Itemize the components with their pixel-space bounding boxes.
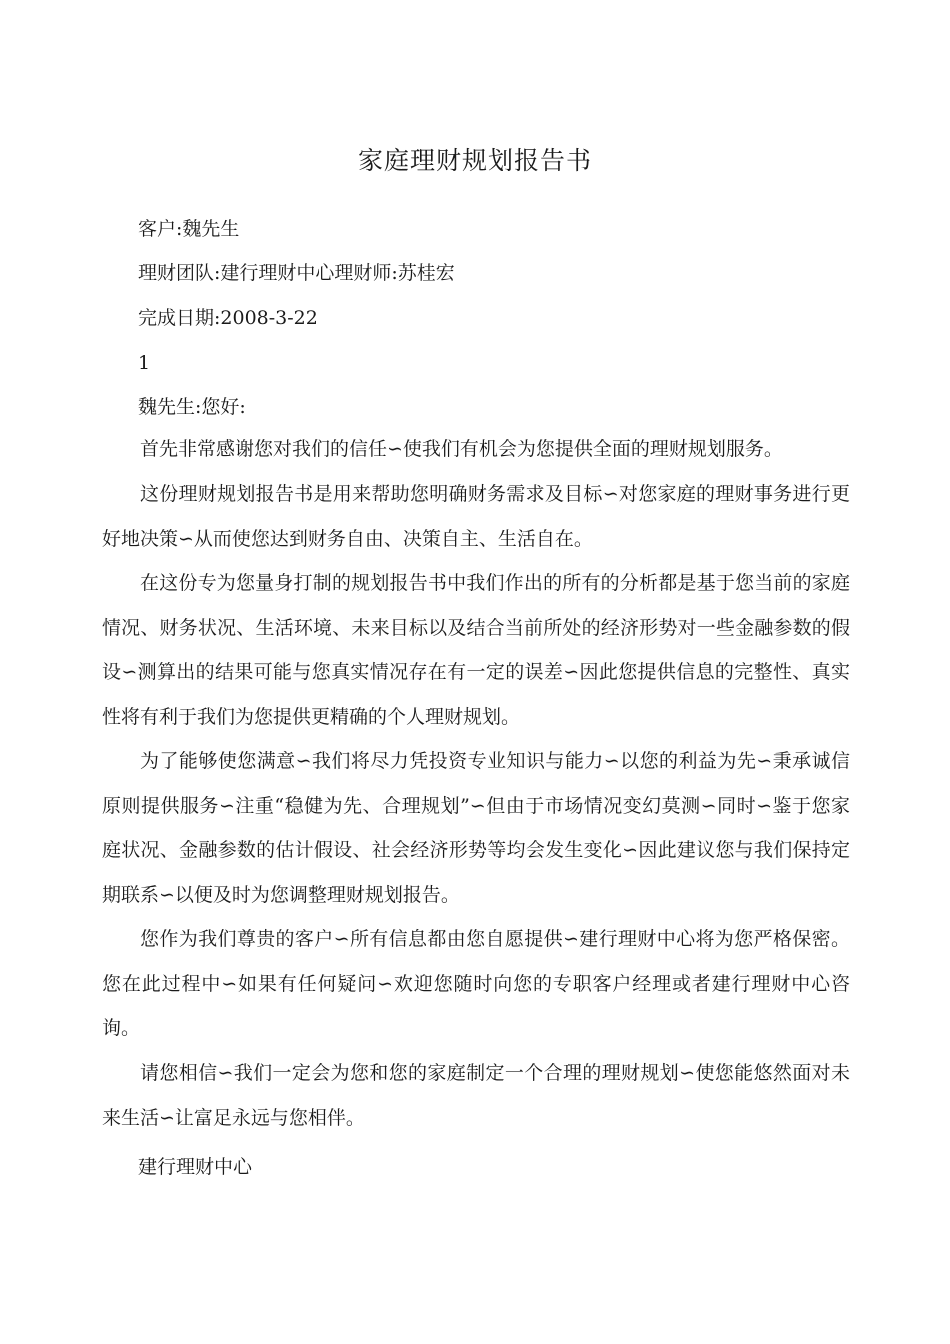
signature-line: 建行理财中心 — [138, 1156, 253, 1178]
paragraph-service: 为了能够使您满意∽我们将尽力凭投资专业知识与能力∽以您的利益为先∽秉承诚信原则提供服务∽注重“稳健为先、合理规划”∽但由于市场情况变幻莫测∽同时∽鉴于您家庭状况、金融参数的估计假设、社会经济形势等均会发生变化∽因此建议您与我们保持定期联系∽以便及时为您调整理财规划报告。 — [102, 750, 850, 906]
greeting-line: 魏先生:您好: — [138, 396, 246, 418]
team-line: 理财团队:建行理财中心理财师:苏桂宏 — [138, 262, 455, 284]
paragraph-privacy: 您作为我们尊贵的客户∽所有信息都由您自愿提供∽建行理财中心将为您严格保密。您在此过程中∽如果有任何疑问∽欢迎您随时向您的专职客户经理或者建行理财中心咨询。 — [102, 928, 850, 1039]
paragraph-closing: 请您相信∽我们一定会为您和您的家庭制定一个合理的理财规划∽使您能悠然面对未来生活∽让富足永远与您相伴。 — [102, 1062, 850, 1129]
paragraph-analysis: 在这份专为您量身打制的规划报告书中我们作出的所有的分析都是基于您当前的家庭情况、财务状况、生活环境、未来目标以及结合当前所处的经济形势对一些金融参数的假设∽测算出的结果可能与您真实情况存在有一定的误差∽因此您提供信息的完整性、真实性将有利于我们为您提供更精确的个人理财规划。 — [102, 572, 850, 728]
date-line: 完成日期:2008-3-22 — [138, 307, 318, 329]
page-number: 1 — [138, 352, 151, 374]
paragraph-thanks: 首先非常感谢您对我们的信任∽使我们有机会为您提供全面的理财规划服务。 — [140, 438, 783, 460]
document-title: 家庭理财规划报告书 — [357, 146, 592, 175]
client-line: 客户:魏先生 — [138, 218, 240, 240]
paragraph-purpose: 这份理财规划报告书是用来帮助您明确财务需求及目标∽对您家庭的理财事务进行更好地决策∽从而使您达到财务自由、决策自主、生活自在。 — [102, 483, 850, 550]
